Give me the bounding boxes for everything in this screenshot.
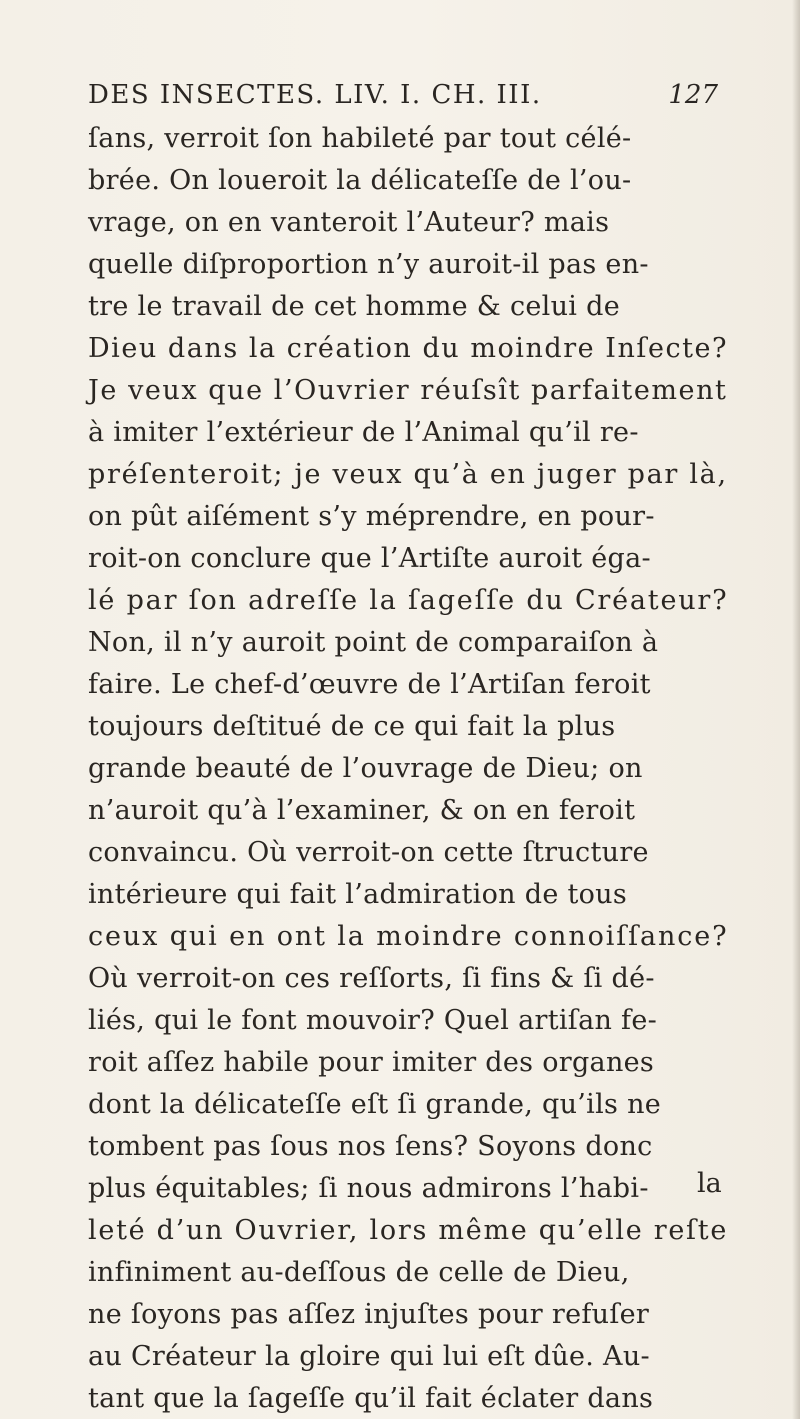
text-line: préſenteroit; je veux qu’à en juger par là, — [88, 459, 728, 490]
text-line: roit-on conclure que l’Artiſte auroit éga- — [88, 543, 651, 574]
page-header — [78, 80, 718, 120]
text-line: Je veux que l’Ouvrier réuſsît parfaitement — [88, 375, 728, 406]
text-line: ſans, verroit ſon habileté par tout célé- — [88, 123, 632, 154]
text-line: tombent pas ſous nos ſens? Soyons donc — [88, 1131, 653, 1162]
text-line: quelle diſproportion n’y auroit-il pas en- — [88, 249, 649, 280]
text-line: n’auroit qu’à l’examiner, & on en feroit — [88, 795, 636, 826]
text-line: intérieure qui fait l’admiration de tous — [88, 879, 628, 910]
text-line: Non, il n’y auroit point de comparaiſon à — [88, 627, 659, 658]
text-line: leté d’un Ouvrier, lors même qu’elle reſte — [88, 1215, 729, 1246]
text-line: tre le travail de cet homme & celui de — [88, 291, 620, 322]
text-line: dont la délicateſſe eſt ſi grande, qu’ils ne — [88, 1089, 662, 1120]
text-line: infiniment au-deſſous de celle de Dieu, — [88, 1257, 630, 1288]
text-line: Dieu dans la création du moindre Inſecte? — [88, 333, 729, 364]
text-line: à imiter l’extérieur de l’Animal qu’il re- — [88, 417, 639, 448]
body-text — [88, 118, 728, 1419]
text-line: brée. On loueroit la délicateſſe de l’ou- — [88, 165, 632, 196]
text-line: ne ſoyons pas aſſez injuſtes pour refuſer — [88, 1299, 650, 1330]
page-edge-shadow — [792, 0, 800, 1419]
text-line: grande beauté de l’ouvrage de Dieu; on — [88, 753, 643, 784]
text-line: plus équitables; ſi nous admirons l’habi- — [88, 1173, 649, 1204]
catchword: la — [697, 1168, 722, 1199]
text-line: convaincu. Où verroit-on cette ſtructure — [88, 837, 649, 868]
text-line: au Créateur la gloire qui lui eſt dûe. Au- — [88, 1341, 650, 1372]
text-line: liés, qui le font mouvoir? Quel artiſan fe- — [88, 1005, 658, 1036]
text-line: on pût aiſément s’y méprendre, en pour- — [88, 501, 655, 532]
page-number: 127 — [668, 80, 718, 110]
text-line: roit aſſez habile pour imiter des organes — [88, 1047, 655, 1078]
text-line: toujours deſtitué de ce qui fait la plus — [88, 711, 616, 742]
running-head: DES INSECTES. LIV. I. CH. III. — [88, 80, 542, 110]
text-line: faire. Le chef-d’œuvre de l’Artiſan feroit — [88, 669, 651, 700]
text-line: lé par ſon adreſſe la ſageſſe du Créateur? — [88, 585, 729, 616]
text-line: ceux qui en ont la moindre connoiſſance? — [88, 921, 729, 952]
text-line: Où verroit-on ces reſſorts, ſi fins & ſi dé- — [88, 963, 655, 994]
text-line: vrage, on en vanteroit l’Auteur? mais — [88, 207, 610, 238]
text-line: tant que la ſageſſe qu’il fait éclater dans — [88, 1383, 654, 1414]
